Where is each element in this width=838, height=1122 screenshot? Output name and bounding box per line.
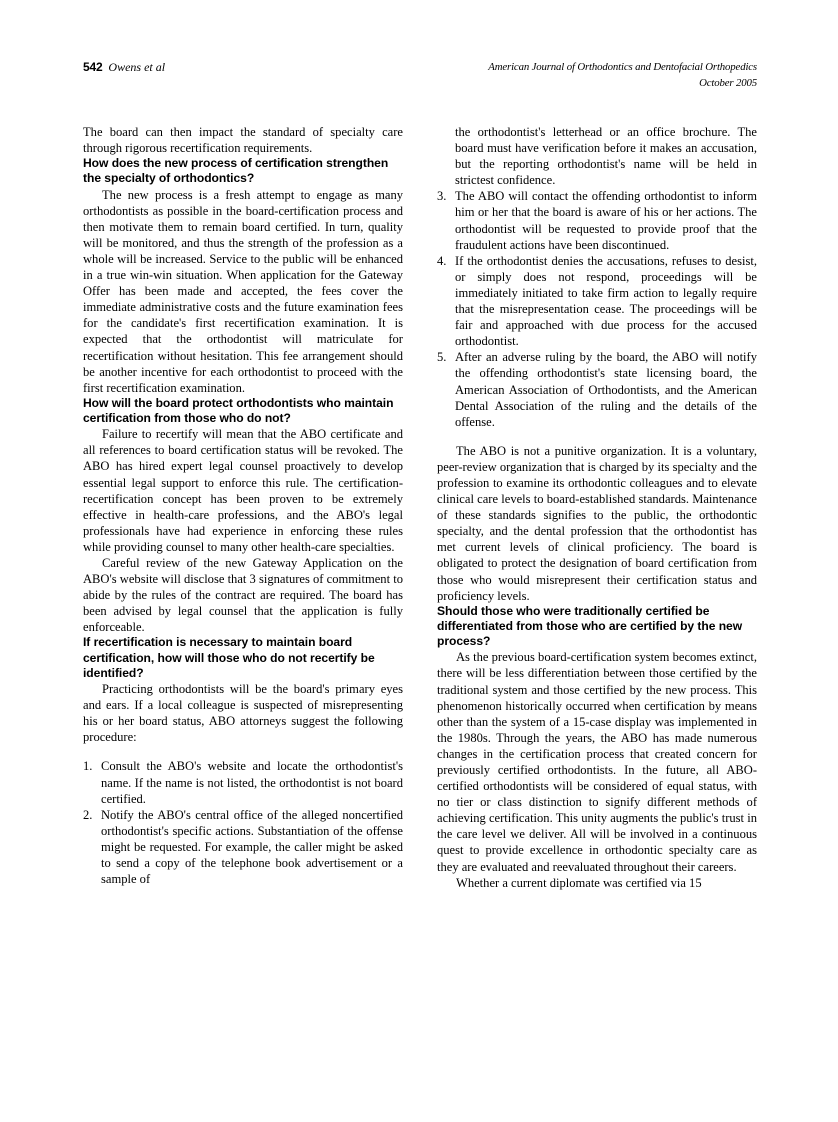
list-item (437, 253, 757, 350)
list-item-marker: 2. (83, 807, 93, 822)
list-item-marker: 3. (437, 189, 447, 204)
numbered-list (83, 758, 403, 887)
paragraph: Practicing orthodontists will be the board's primary eyes and ears. If a local colleague is suspected of misrepresenting his or her board status, ABO attorneys suggest the following procedure: (83, 682, 403, 745)
paragraph: Failure to recertify will mean that the ABO certificate and all references to board certification status will be revoked. The ABO has hired expert legal counsel proactively to develop essential legal support to enforce this rule. The certification-recertification concept has been proven to be extremely effective in health-care professions, and the ABO's legal professionals have had experience in enforcing these rules while providing counsel to many other health-care specialties. (83, 427, 403, 554)
journal-title: American Journal of Orthodontics and Dentofacial Orthopedics (488, 61, 757, 73)
list-item-text: Consult the ABO's website and locate the orthodontist's name. If the name is not listed, the orthodontist is not board certified. (101, 759, 403, 806)
paragraph: Whether a current diplomate was certified via 15 (456, 875, 702, 890)
section-heading: How will the board protect orthodontists who maintain certification from those who do not? (83, 395, 394, 426)
list-item-text: Notify the ABO's central office of the alleged noncertified orthodontist's specific actions. Substantiation of the offense might be requested. For example, the caller might be asked to send a copy of the telephone book advertisement or a sample of (101, 807, 403, 887)
section-heading: How does the new process of certification strengthen the specialty of orthodontics? (83, 156, 389, 186)
running-head (83, 60, 757, 94)
list-item (83, 758, 403, 806)
list-item-marker: 1. (83, 759, 93, 774)
list-item-marker: 4. (437, 253, 447, 268)
paragraph: The ABO is not a punitive organization. It is a voluntary, peer-review organization that is charged by its specialty and the profession to examine its orthodontic colleagues and to elevate clinical care levels to board-established standards. Maintenance of these standards signifies to the public, the orthodontic specialty, and the dental profession that the orthodontist has met current levels of clinical proficiency. The board is obligated to protect the designation of board certification from those who would misrepresent their certification status and proficiency levels. (437, 443, 757, 603)
running-head-right (488, 60, 757, 91)
page-folio-number: 542 (83, 60, 103, 74)
list-item-text: If the orthodontist denies the accusations, refuses to desist, or simply does not respond, proceedings will be immediately initiated to take firm action to legally require that the misrepresentation cease. The proceedings will be fair and approached with due process for the accused orthodontist. (455, 253, 757, 349)
paragraph: Careful review of the new Gateway Application on the ABO's website will disclose that 3 signatures of commitment to abide by the rules of the contract are required. The board has been advised by legal counsel that the application is fully enforceable. (83, 555, 403, 635)
paragraph: The new process is a fresh attempt to engage as many orthodontists as possible in the board-certification process and then motivate them to remain board certified. In turn, quality will be monitored, and thus the strength of the profession as a whole will be increased. Service to the public will be enhanced in a true win-win situation. When application for the Gateway Offer has been made and accepted, the fees cover the immediate administrative costs and the future examination fees for the candidate's first recertification examination. It is expected that the orthodontist will matriculate for recertification without hesitation. This fee arrangement should be another incentive for each orthodontist to proceed with the first recertification examination. (83, 187, 403, 395)
list-item (83, 807, 403, 887)
running-head-left (83, 60, 165, 75)
list-item (437, 349, 757, 429)
left-column (83, 124, 403, 887)
list-item-continuation: the orthodontist's letterhead or an office brochure. The board must have verification before it makes an accusation, but the reporting orthodontist's name will be held in strictest confidence. (455, 125, 757, 188)
right-column (437, 124, 757, 891)
list-item-text: The ABO will contact the offending orthodontist to inform him or her that the board is aware of his or her actions. The orthodontist will be requested to provide proof that the fraudulent actions have been discontinued. (455, 189, 757, 252)
issue-date: October 2005 (699, 76, 757, 89)
list-item-text: After an adverse ruling by the board, the ABO will notify the offending orthodontist's state licensing board, the American Association of Orthodontists, and the American Dental Association of the ruling and the details of the offense. (455, 350, 757, 429)
list-item-marker: 5. (437, 350, 447, 365)
section-heading: Should those who were traditionally certified be differentiated from those who are certified by the new process? (437, 603, 743, 649)
running-head-authors: Owens et al (108, 60, 166, 74)
paragraph: As the previous board-certification system becomes extinct, there will be less differentiation between those certified by the traditional system and those certified by the new process. This phenomenon historically occurred when certification by means other than the system of a 15-case display was implemented in the 1980s. Through the years, the ABO has made numerous changes in the certification process that created concern for previously certified orthodontists. In the future, all ABO-certified orthodontists will be considered of equal status, with no tier or class distinction to signify different methods of achieving certification. This unity augments the public's trust in the care level we deliver. All will be involved in a continuous quest to provide excellence in orthodontic specialty care as they are evaluated and reevaluated throughout their careers. (437, 650, 757, 874)
list-item (437, 188, 757, 252)
paragraph: The board can then impact the standard of specialty care through rigorous recertification requirements. (83, 125, 403, 156)
section-heading: If recertification is necessary to maintain board certification, how will those who do not recertify be identified? (83, 635, 375, 680)
numbered-list (437, 188, 757, 429)
